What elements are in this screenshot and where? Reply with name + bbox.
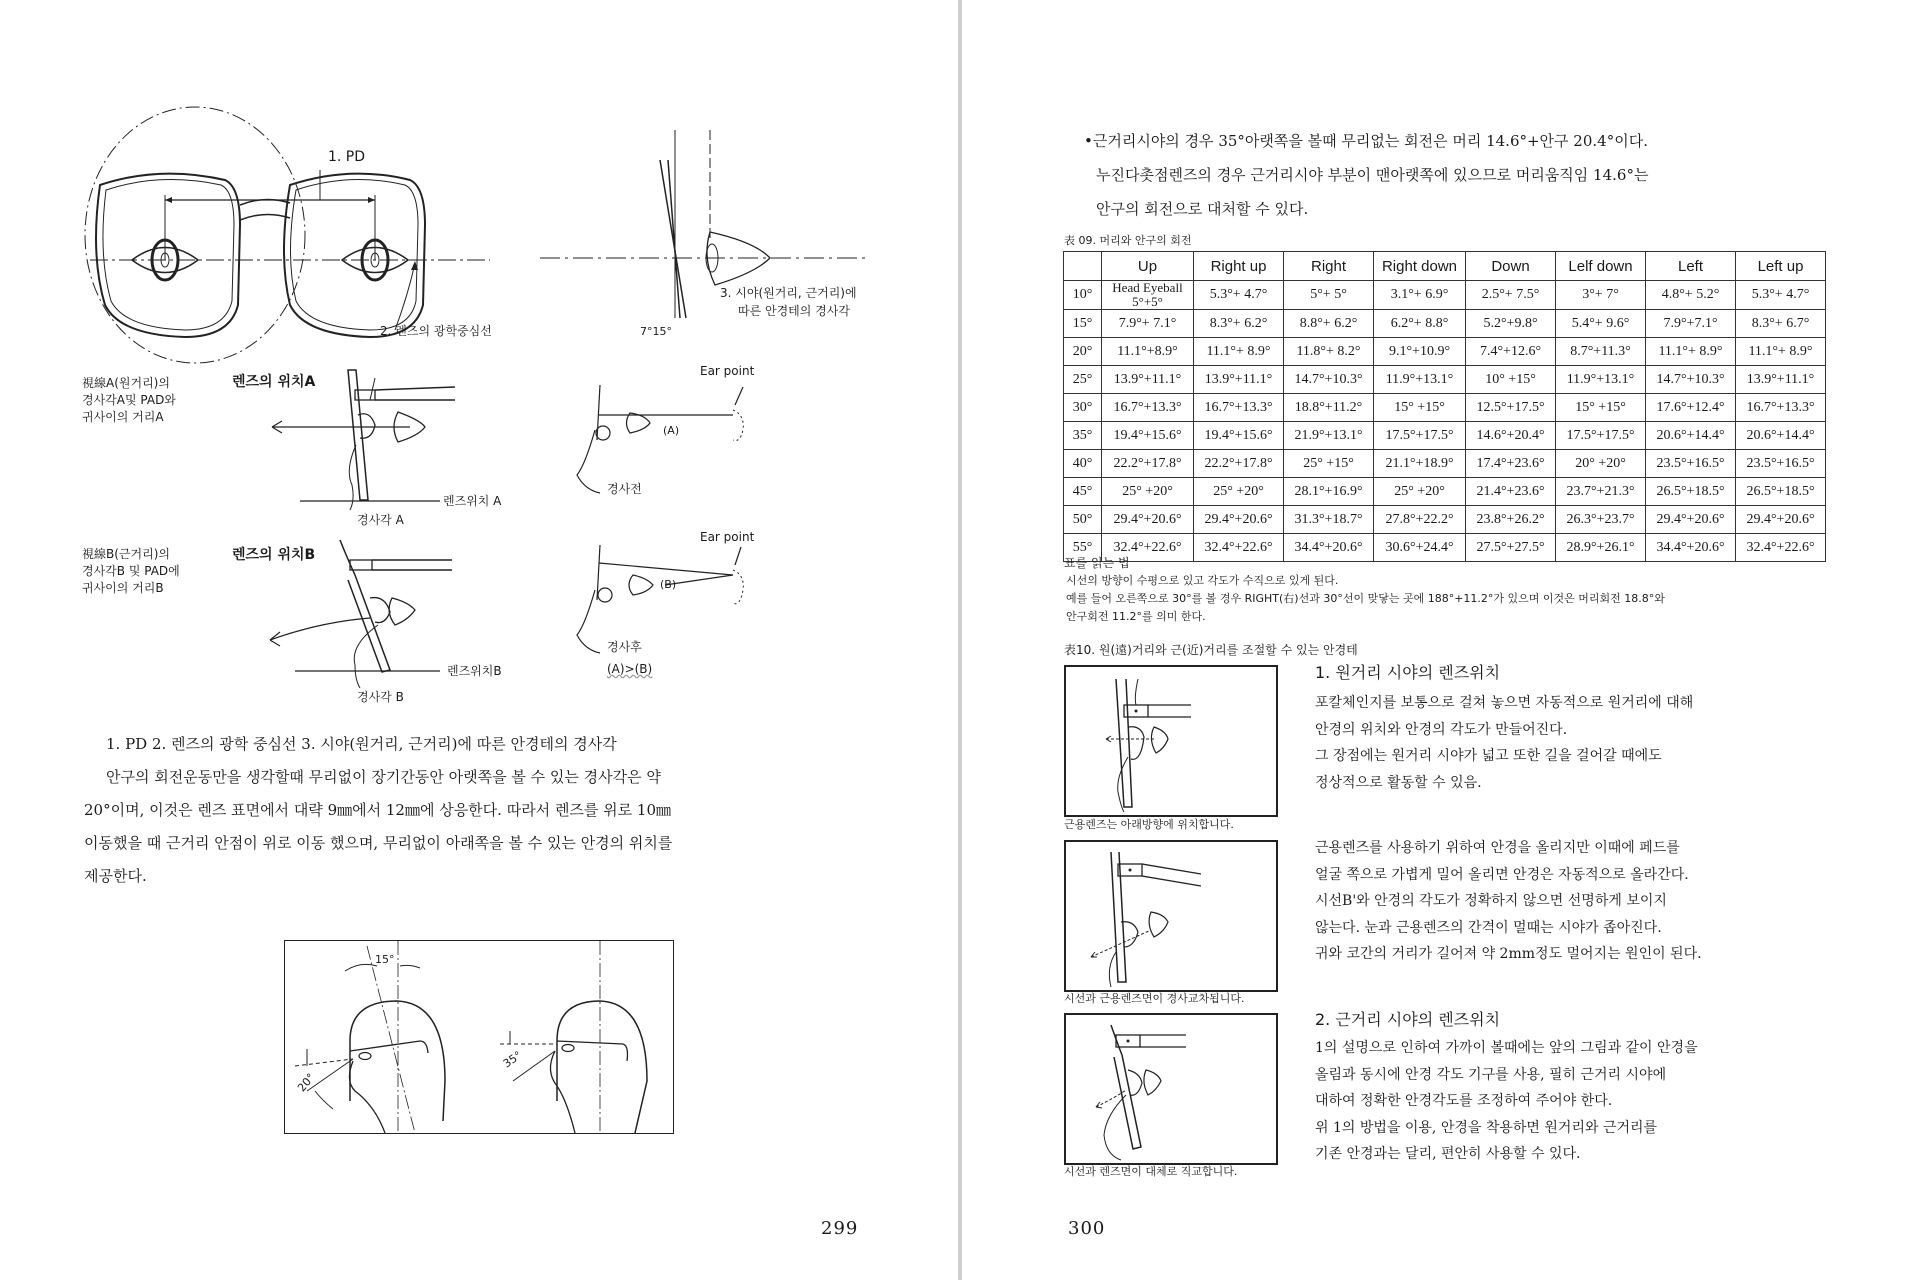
lens-position-a-diagram — [230, 370, 460, 510]
section-b-desc-3: 귀사이의 거리B — [82, 581, 164, 595]
label-tilt-line2: 따른 안경테의 경사각 — [738, 304, 850, 318]
table-cell: 5.3°+ 4.7° — [1194, 281, 1284, 310]
table-cell: 19.4°+15.6° — [1194, 422, 1284, 450]
table-cell: 18.8°+11.2° — [1284, 394, 1374, 422]
table-cell: 13.9°+11.1° — [1102, 366, 1194, 394]
lens-position-a-label: 렌즈위치 A — [443, 494, 502, 508]
table-cell: 20.6°+14.4° — [1646, 422, 1736, 450]
table-header: Right down — [1374, 252, 1466, 281]
ear-point-a-label: Ear point — [700, 364, 755, 378]
table-cell: 32.4°+22.6° — [1102, 534, 1194, 562]
intro-line-3: 안구의 회전으로 대처할 수 있다. — [1096, 200, 1309, 218]
state-before-label: 경사전 — [607, 482, 642, 496]
glasses-pd-diagram — [90, 125, 510, 355]
intro-paragraph — [1084, 124, 1648, 226]
table-cell: 34.4°+20.6° — [1646, 534, 1736, 562]
table-cell: 8.7°+11.3° — [1556, 338, 1646, 366]
angle-35-label: 35° — [500, 1048, 525, 1071]
table-cell: 29.4°+20.6° — [1736, 506, 1826, 534]
table-cell: 26.3°+23.7° — [1556, 506, 1646, 534]
figure-near-lens-tilted — [1064, 840, 1278, 992]
table-row — [1064, 281, 1826, 310]
tilt-angle-a-label: 경사각 A — [357, 513, 404, 527]
section-mid-line: 시선B'와 안경의 각도가 정확하지 않으면 선명하게 보이지 — [1315, 893, 1667, 909]
table-cell: 17.5°+17.5° — [1374, 422, 1466, 450]
row-angle: 45° — [1064, 478, 1102, 506]
table-cell: 4.8°+ 5.2° — [1646, 281, 1736, 310]
table-cell: 13.9°+11.1° — [1736, 366, 1826, 394]
table-header: Right up — [1194, 252, 1284, 281]
table-cell: 14.7°+10.3° — [1646, 366, 1736, 394]
table-cell: 10° +15° — [1466, 366, 1556, 394]
table-cell: 16.7°+13.3° — [1736, 394, 1826, 422]
table-row — [1064, 450, 1826, 478]
face-profile-b — [565, 545, 745, 655]
section-a-desc-2: 경사각A및 PAD와 — [82, 393, 176, 407]
figure-distance-lens — [1064, 665, 1278, 817]
table-row — [1064, 422, 1826, 450]
section-2-line: 기존 안경과는 달리, 편안히 사용할 수 있다. — [1315, 1146, 1581, 1162]
section-2-line: 대하여 정확한 안경각도를 조정하여 주어야 한다. — [1315, 1093, 1613, 1109]
table-cell: 29.4°+20.6° — [1194, 506, 1284, 534]
row-angle: 20° — [1064, 338, 1102, 366]
table-cell: 22.2°+17.8° — [1102, 450, 1194, 478]
page-300 — [962, 0, 1920, 1280]
section-1-title: 1. 원거리 시야의 렌즈위치 — [1315, 663, 1501, 682]
how-to-read-line-2: 예를 들어 오른쪽으로 30°를 볼 경우 RIGHT(右)선과 30°선이 맞닿는 곳에 188°+11.2°가 있으며 이것은 머리회전 18.8°와 — [1066, 592, 1665, 605]
row-angle: 30° — [1064, 394, 1102, 422]
table-header: Left up — [1736, 252, 1826, 281]
table-header: Up — [1102, 252, 1194, 281]
table-cell: 13.9°+11.1° — [1194, 366, 1284, 394]
table-cell: 11.1°+ 8.9° — [1646, 338, 1736, 366]
table-cell: 5.2°+9.8° — [1466, 310, 1556, 338]
figure-near-lens-orthogonal — [1064, 1013, 1278, 1165]
intro-line-1 — [1084, 124, 1648, 158]
lens-position-b-diagram — [230, 540, 460, 680]
near-lens-tilted-drawing — [1066, 842, 1276, 990]
paragraph-line-1: 1. PD 2. 렌즈의 광학 중심선 3. 시야(원거리, 근거리)에 따른 안경테의 경사각 — [106, 735, 617, 753]
table-row — [1064, 478, 1826, 506]
section-mid-line: 귀와 코간의 거리가 길어져 약 2mm정도 멀어지는 원인이 된다. — [1315, 946, 1702, 962]
table-cell: 25° +15° — [1284, 450, 1374, 478]
tilt-angle-b-label: 경사각 B — [357, 690, 404, 704]
table-cell: 25° +20° — [1194, 478, 1284, 506]
table-cell: 26.5°+18.5° — [1646, 478, 1736, 506]
table-cell: 26.5°+18.5° — [1736, 478, 1826, 506]
table-cell: 2.5°+ 7.5° — [1466, 281, 1556, 310]
section-1-line: 포칼체인지를 보통으로 걸쳐 놓으면 자동적으로 원거리에 대해 — [1315, 695, 1694, 711]
table-cell: 34.4°+20.6° — [1284, 534, 1374, 562]
intro-line-2: 누진다촛점렌즈의 경우 근거리시야 부분이 맨아랫쪽에 있으므로 머리움직임 14.6°는 — [1096, 166, 1649, 184]
table-cell: 11.1°+8.9° — [1102, 338, 1194, 366]
table-cell: 16.7°+13.3° — [1194, 394, 1284, 422]
table-cell: 32.4°+22.6° — [1194, 534, 1284, 562]
figure-3-caption: 시선과 렌즈면이 대체로 직교합니다. — [1064, 1165, 1238, 1178]
table-cell: 19.4°+15.6° — [1102, 422, 1194, 450]
section-1-body — [1315, 690, 1693, 796]
table09-caption: 表 09. 머리와 안구의 회전 — [1064, 234, 1192, 247]
row-angle: 40° — [1064, 450, 1102, 478]
table-cell: 11.9°+13.1° — [1556, 366, 1646, 394]
table-cell — [1102, 281, 1194, 310]
section-1-line: 정상적으로 활동할 수 있음. — [1315, 774, 1482, 791]
section-2-line: 1의 설명으로 인하여 가까이 볼때에는 앞의 그림과 같이 안경을 — [1315, 1040, 1698, 1056]
head-eyeball-label: Head Eyeball — [1112, 280, 1183, 295]
table-header: Lelf down — [1556, 252, 1646, 281]
figure-1-caption: 근용렌즈는 아래방향에 위치합니다. — [1064, 818, 1234, 831]
table-cell: 8.3°+ 6.7° — [1736, 310, 1826, 338]
section-mid-line: 얼굴 쪽으로 가볍게 밀어 올리면 안경은 자동적으로 올라간다. — [1315, 866, 1689, 883]
section-b-desc-2: 경사각B 및 PAD에 — [82, 564, 180, 578]
table-cell: 14.7°+10.3° — [1284, 366, 1374, 394]
table-cell: 7.9°+7.1° — [1646, 310, 1736, 338]
table-cell: 29.4°+20.6° — [1646, 506, 1736, 534]
table-header — [1064, 252, 1102, 281]
section-a-desc-1: 視線A(원거리)의 — [82, 376, 170, 390]
marker-a: (A) — [663, 424, 680, 437]
table-cell: 11.9°+13.1° — [1374, 366, 1466, 394]
paragraph-line-4: 이동했을 때 근거리 안점이 위로 이동 했으며, 무리없이 아래쪽을 볼 수 있는 안경의 위치를 — [84, 834, 673, 852]
table-cell: 31.3°+18.7° — [1284, 506, 1374, 534]
table-cell: 5°+ 5° — [1284, 281, 1374, 310]
head-rotation-figure — [284, 940, 674, 1134]
near-lens-orthogonal-drawing — [1066, 1015, 1276, 1163]
section-mid-body — [1315, 835, 1702, 968]
rotation-table — [1063, 251, 1826, 562]
table-cell: 12.5°+17.5° — [1466, 394, 1556, 422]
how-to-read-line-1: 시선의 방향이 수평으로 있고 각도가 수직으로 있게 된다. — [1066, 574, 1339, 587]
table-cell: 15° +15° — [1374, 394, 1466, 422]
table-row — [1064, 366, 1826, 394]
table-cell: 28.9°+26.1° — [1556, 534, 1646, 562]
table-row — [1064, 310, 1826, 338]
lens-position-b-label: 렌즈위치B — [447, 664, 502, 678]
table-row — [1064, 506, 1826, 534]
section-mid-line: 근용렌즈를 사용하기 위하여 안경을 올리지만 이때에 페드를 — [1315, 840, 1680, 856]
page-299 — [0, 0, 958, 1280]
table-cell: 25° +20° — [1374, 478, 1466, 506]
table-cell: 5.3°+ 4.7° — [1736, 281, 1826, 310]
table-cell: 3.1°+ 6.9° — [1374, 281, 1466, 310]
table-header: Left — [1646, 252, 1736, 281]
table-cell: 14.6°+20.4° — [1466, 422, 1556, 450]
section-2-title: 2. 근거리 시야의 렌즈위치 — [1315, 1010, 1501, 1029]
table-cell: 21.9°+13.1° — [1284, 422, 1374, 450]
bullet-icon: • — [1084, 132, 1093, 150]
table-cell: 6.2°+ 8.8° — [1374, 310, 1466, 338]
table-cell: 27.8°+22.2° — [1374, 506, 1466, 534]
section-2-line: 올림과 동시에 안경 각도 기구를 사용, 필히 근거리 시야에 — [1315, 1066, 1667, 1083]
table-cell: 8.3°+ 6.2° — [1194, 310, 1284, 338]
table-cell: 22.2°+17.8° — [1194, 450, 1284, 478]
row-angle: 50° — [1064, 506, 1102, 534]
table-cell: 28.1°+16.9° — [1284, 478, 1374, 506]
table-cell: 5.4°+ 9.6° — [1556, 310, 1646, 338]
paragraph-line-5: 제공한다. — [84, 867, 147, 885]
table-cell: 23.5°+16.5° — [1646, 450, 1736, 478]
table-cell: 7.4°+12.6° — [1466, 338, 1556, 366]
section-1-line: 안경의 위치와 안경의 각도가 만들어진다. — [1315, 721, 1568, 738]
ear-point-b-label: Ear point — [700, 530, 755, 544]
label-pd: 1. PD — [328, 149, 366, 165]
table-cell: 29.4°+20.6° — [1102, 506, 1194, 534]
intro-line-1-text: 근거리시야의 경우 35°아랫쪽을 볼때 무리없는 회전은 머리 14.6°+안구 20.4°이다. — [1092, 132, 1648, 150]
table-cell: 15° +15° — [1556, 394, 1646, 422]
label-optical-center: 2. 렌즈의 광학중심선 — [380, 324, 492, 338]
table-cell: 11.8°+ 8.2° — [1284, 338, 1374, 366]
table-cell: 7.9°+ 7.1° — [1102, 310, 1194, 338]
label-angles-7-15: 7°15° — [640, 325, 672, 338]
table-cell: 27.5°+27.5° — [1466, 534, 1556, 562]
figure-2-caption: 시선과 근용렌즈면이 경사교차됩니다. — [1064, 992, 1245, 1005]
table-cell: 9.1°+10.9° — [1374, 338, 1466, 366]
table-body — [1064, 281, 1826, 562]
table-cell: 30.6°+24.4° — [1374, 534, 1466, 562]
row-angle: 55° — [1064, 534, 1102, 562]
table-cell: 11.1°+ 8.9° — [1194, 338, 1284, 366]
table-cell: 21.1°+18.9° — [1374, 450, 1466, 478]
table-cell: 17.6°+12.4° — [1646, 394, 1736, 422]
table-cell: 20° +20° — [1556, 450, 1646, 478]
table-cell: 25° +20° — [1102, 478, 1194, 506]
how-to-read-title: 표를 읽는 법 — [1064, 556, 1130, 570]
table-header-row — [1064, 252, 1826, 281]
section-a-desc-3: 귀사이의 거리A — [82, 410, 164, 424]
angle-15-label: 15° — [375, 953, 395, 966]
page-number-right: 300 — [1068, 1218, 1106, 1239]
section-mid-line: 않는다. 눈과 근용렌즈의 간격이 멀때는 시야가 좁아진다. — [1315, 919, 1662, 936]
head-eyeball-value: 5°+5° — [1132, 294, 1163, 309]
face-profile-a — [565, 385, 745, 495]
distance-lens-drawing — [1066, 667, 1276, 815]
table-row — [1064, 338, 1826, 366]
table-cell: 16.7°+13.3° — [1102, 394, 1194, 422]
table-cell: 32.4°+22.6° — [1736, 534, 1826, 562]
page-number-left: 299 — [821, 1218, 859, 1239]
table-cell: 11.1°+ 8.9° — [1736, 338, 1826, 366]
comparison-label: (A)>(B) — [607, 662, 653, 676]
table-cell: 23.8°+26.2° — [1466, 506, 1556, 534]
angle-20-label: 20° — [295, 1071, 318, 1095]
row-angle: 35° — [1064, 422, 1102, 450]
row-angle: 10° — [1064, 281, 1102, 310]
row-angle: 25° — [1064, 366, 1102, 394]
state-after-label: 경사후 — [607, 640, 642, 654]
section-b-title: 렌즈의 위치B — [232, 547, 316, 563]
section-a-title: 렌즈의 위치A — [232, 374, 316, 390]
table-cell: 17.5°+17.5° — [1556, 422, 1646, 450]
row-angle: 15° — [1064, 310, 1102, 338]
table-cell: 3°+ 7° — [1556, 281, 1646, 310]
table-header: Right — [1284, 252, 1374, 281]
table-cell: 20.6°+14.4° — [1736, 422, 1826, 450]
table-cell: 23.5°+16.5° — [1736, 450, 1826, 478]
marker-b: (B) — [660, 578, 677, 591]
how-to-read-line-3: 안구회전 11.2°를 의미 한다. — [1066, 610, 1206, 623]
table-row — [1064, 534, 1826, 562]
section-b-desc-1: 視線B(근거리)의 — [82, 547, 170, 561]
head-rotation-drawing — [285, 941, 673, 1133]
table-header: Down — [1466, 252, 1556, 281]
section-2-line: 위 1의 방법을 이용, 안경을 착용하면 원거리와 근거리를 — [1315, 1119, 1658, 1136]
table10-caption: 表10. 원(遠)거리와 근(近)거리를 조절할 수 있는 안경테 — [1064, 643, 1358, 657]
label-tilt-line1: 3. 시야(원거리, 근거리)에 — [720, 286, 857, 300]
table-cell: 23.7°+21.3° — [1556, 478, 1646, 506]
section-2-body — [1315, 1035, 1698, 1168]
table-cell: 8.8°+ 6.2° — [1284, 310, 1374, 338]
paragraph-line-3: 20°이며, 이것은 렌즈 표면에서 대략 9㎜에서 12㎜에 상응한다. 따라서 렌즈를 위로 10㎜ — [84, 801, 672, 819]
table-cell: 21.4°+23.6° — [1466, 478, 1556, 506]
section-1-line: 그 장점에는 원거리 시야가 넓고 또한 길을 걸어갈 때에도 — [1315, 748, 1662, 764]
table-cell: 17.4°+23.6° — [1466, 450, 1556, 478]
table-row — [1064, 394, 1826, 422]
paragraph-line-2: 안구의 회전운동만을 생각할때 무리없이 장기간동안 아랫쪽을 볼 수 있는 경사각은 약 — [106, 768, 661, 786]
left-paragraph — [84, 728, 672, 893]
